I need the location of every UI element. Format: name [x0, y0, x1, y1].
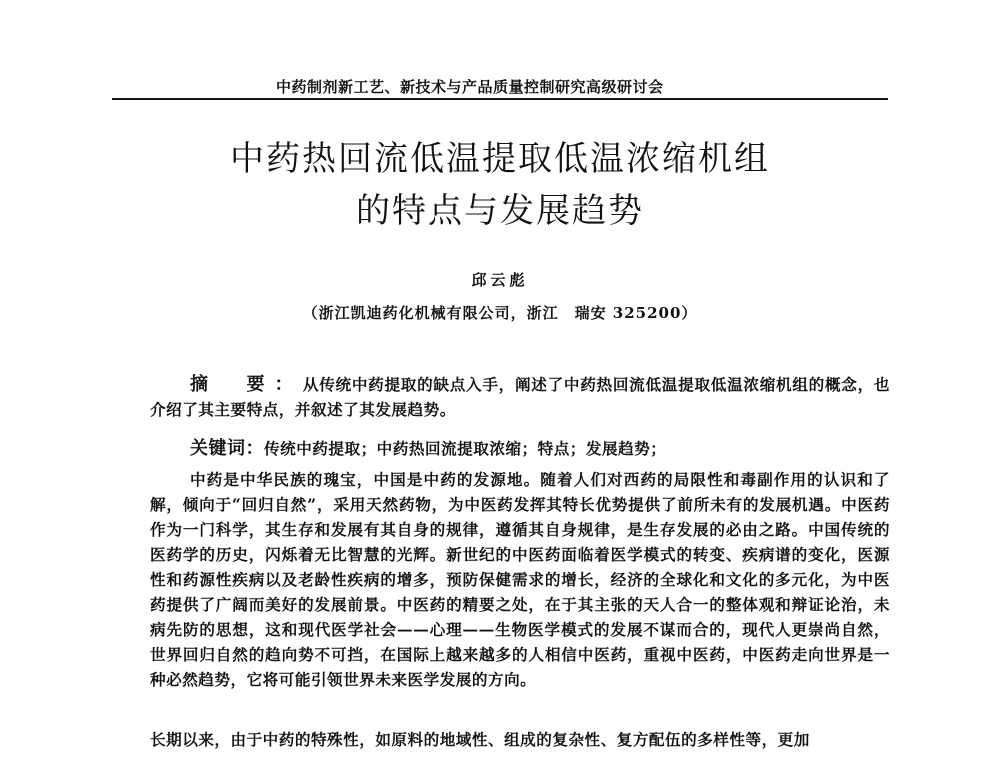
- paper-title-line-1: 中药热回流低温提取低温浓缩机组: [230, 139, 770, 179]
- body-paragraph-2: 长期以来，由于中药的特殊性，如原料的地域性、组成的复杂性、复方配伍的多样性等，更加: [150, 730, 810, 749]
- abstract-label: 摘 要：: [190, 374, 303, 395]
- abstract-text: 从传统中药提取的缺点入手，阐述了中药热回流低温提取低温浓缩机组的概念，也介绍了其主要特点，并叙述了其发展趋势。: [150, 375, 890, 419]
- header-rule: [112, 98, 888, 100]
- conference-header: 中药制剂新工艺、新技术与产品质量控制研究高级研讨会: [276, 78, 664, 96]
- author-name: 邱云彪: [471, 271, 529, 289]
- body-paragraph-1: 中药是中华民族的瑰宝，中国是中药的发源地。随着人们对西药的局限性和毒副作用的认识和了解，倾向于“回归自然”，采用天然药物，为中医药发挥其特长优势提供了前所未有的发展机遇。中医药作为一门科学，其生存和发展有其自身的规律，遵循其自身规律，是生存发展的必由之路。中国传统的医药学的历史，闪烁着无比智慧的光辉。新世纪的中医药面临着医学模式的转变、疾病谱的变化，医源性和药源性疾病以及老龄性疾病的增多，预防保健需求的增长，经济的全球化和文化的多元化，为中医药提供了广阔而美好的发展前景。中医药的精要之处，在于其主张的天人合一的整体观和辩证论治，未病先防的思想，这和现代医学社会——心理——生物医学模式的发展不谋而合的，现代人更崇尚自然，世界回归自然的趋向势不可挡，在国际上越来越多的人相信中医药，重视中医药，中医药走向世界是一种必然趋势，它将可能引领世界未来医学发展的方向。: [150, 470, 890, 689]
- keywords-label: 关键词：: [190, 438, 264, 459]
- author-affiliation: （浙江凯迪药化机械有限公司，浙江 瑞安 325200）: [302, 304, 698, 322]
- abstract-indent: [150, 375, 190, 394]
- keywords-text: 传统中药提取；中药热回流提取浓缩；特点；发展趋势；: [264, 439, 667, 458]
- keywords: [190, 434, 666, 460]
- paper-title-line-2: 的特点与发展趋势: [356, 191, 644, 231]
- abstract: [150, 372, 890, 422]
